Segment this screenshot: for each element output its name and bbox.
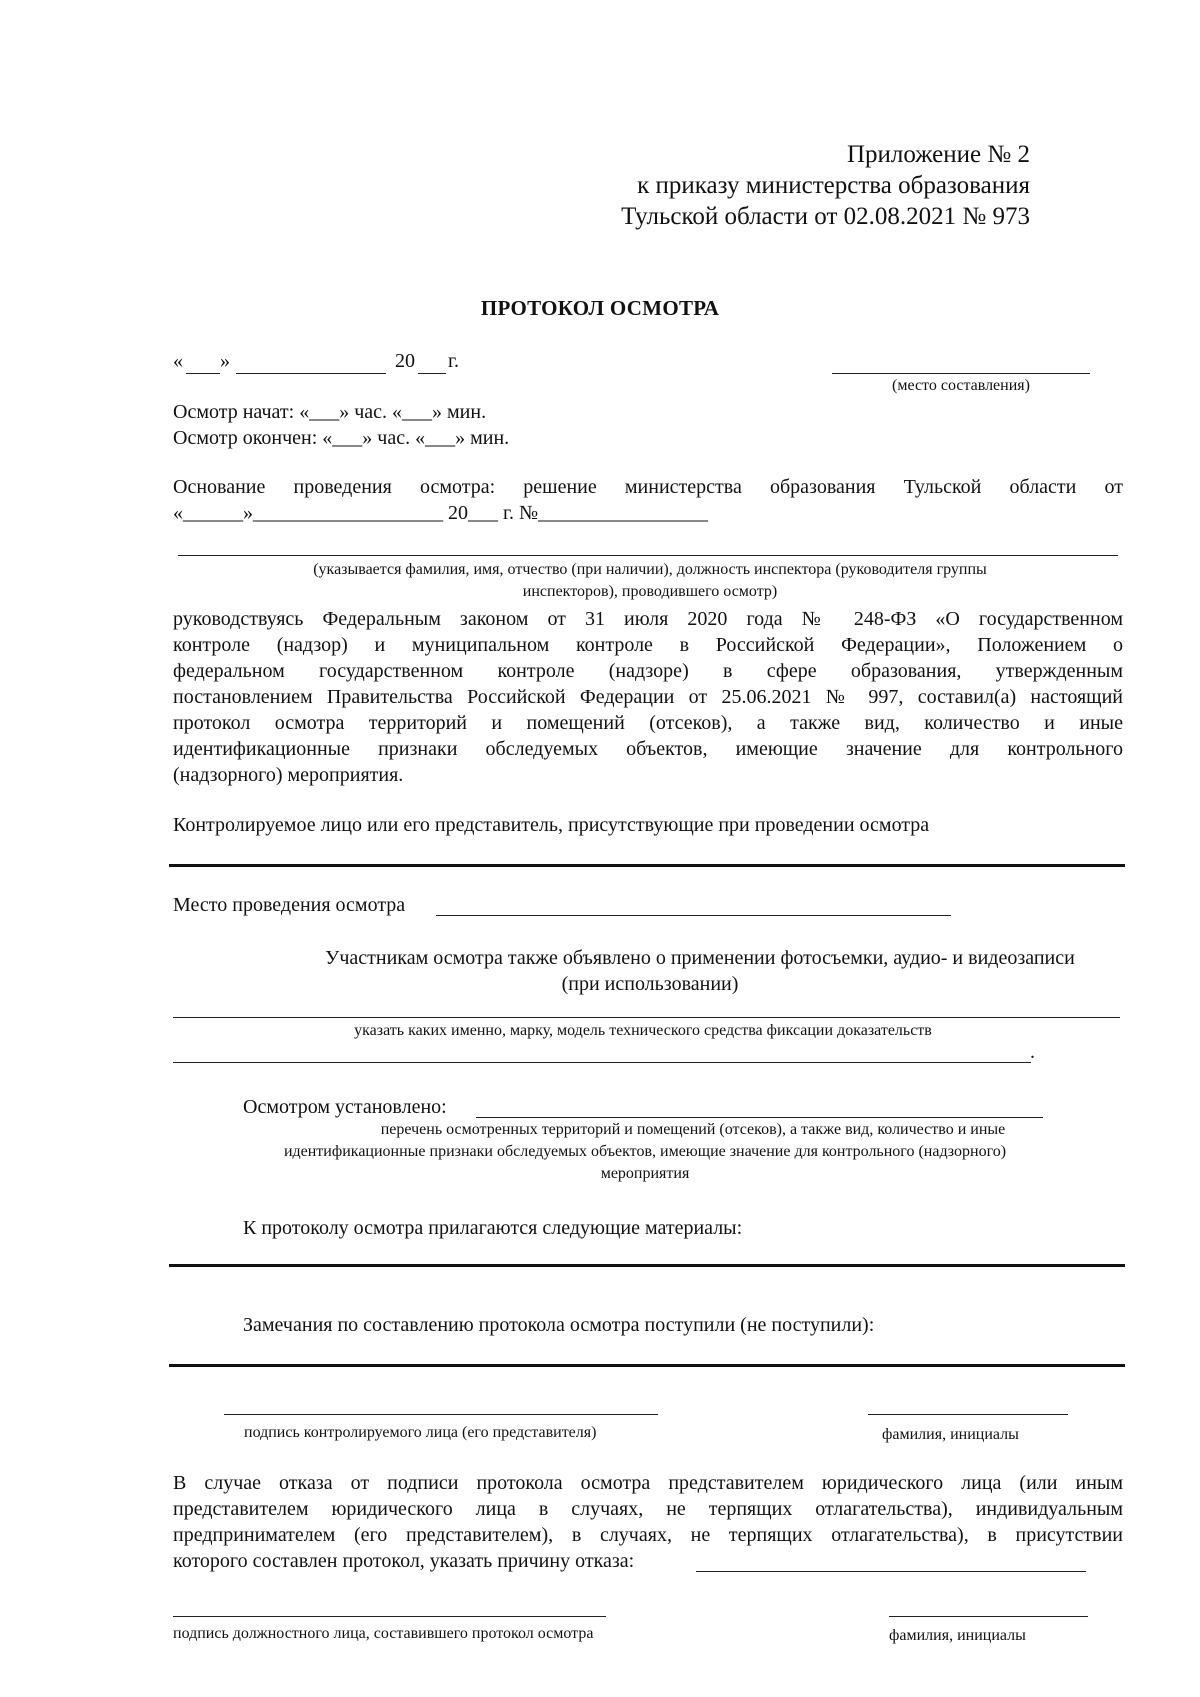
refusal-line-1: В случае отказа от подписи протокола осмотра представителем юридического лица (или иным [173,1472,1123,1494]
official-signature-caption: подпись должностного лица, составившего протокол осмотра [173,1625,594,1642]
inspector-blank [178,555,1118,556]
body-line-5: протокол осмотра территорий и помещений (отсеков), а также вид, количество и иные [173,712,1123,734]
basis-line-2: «______»___________________ 20___ г. №_________________ [173,502,709,524]
body-line-2: контроле (надзор) и муниципальном контроле в Российской Федерации», Положением о [173,634,1123,656]
date-year-blank [418,373,446,374]
page-title: ПРОТОКОЛ ОСМОТРА [480,296,720,320]
established-blank [476,1117,1043,1118]
official-name-caption: фамилия, инициалы [889,1627,1026,1644]
controlled-name-blank [868,1414,1068,1415]
official-signature-blank [173,1616,606,1617]
date-year-suffix: г. [448,350,459,372]
materials-label: К протоколу осмотра прилагаются следующие материалы: [243,1217,743,1239]
refusal-line-3: предпринимателем (его представителем), в случаях, не терпящих отлагательства), в присутствии [173,1524,1123,1546]
photo-device-caption: указать каких именно, марку, модель технического средства фиксации доказательств [354,1022,932,1039]
controlled-signature-blank [224,1414,658,1415]
inspection-start: Осмотр начат: «___» час. «___» мин. [173,401,487,423]
inspector-caption-1: (указывается фамилия, имя, отчество (при наличии), должность инспектора (руководителя группы [313,561,987,578]
body-line-7: (надзорного) мероприятия. [173,764,404,786]
controlled-person-blank [169,864,1125,867]
photo-device-blank [173,1017,1120,1018]
date-day-blank [186,373,220,374]
appendix-order-date: Тульской области от 02.08.2021 № 973 [621,203,1030,230]
inspection-end: Осмотр окончен: «___» час. «___» мин. [173,427,510,449]
basis-line-1: Основание проведения осмотра: решение министерства образования Тульской области от [173,476,1123,498]
body-line-4: постановлением Правительства Российской Федерации от 25.06.2021 № 997, составил(а) настоящий [173,686,1123,708]
place-of-inspection-blank [436,915,951,916]
body-line-6: идентификационные признаки обследуемых объектов, имеющие значение для контрольного [173,738,1123,760]
materials-blank [169,1264,1125,1267]
refusal-line-2: представителем юридического лица в случаях, не терпящих отлагательства), индивидуальным [173,1498,1123,1520]
date-quote-close: » [220,350,230,372]
place-label: Место проведения осмотра [173,894,406,916]
remarks-label: Замечания по составлению протокола осмотра поступили (не поступили): [243,1314,875,1336]
controlled-name-caption: фамилия, инициалы [882,1426,1019,1443]
established-caption-1: перечень осмотренных территорий и помещений (отсеков), а также вид, количество и иные [380,1121,1006,1138]
official-name-blank [889,1616,1088,1617]
photo-notice-line-2: (при использовании) [561,973,739,995]
established-label: Осмотром установлено: [243,1096,447,1118]
refusal-line-4: которого составлен протокол, указать причину отказа: [173,1550,635,1572]
photo-device-blank-2 [173,1062,1031,1063]
photo-notice-line-1: Участникам осмотра также объявлено о применении фотосъемки, аудио- и видеозаписи [325,947,1075,969]
appendix-order: к приказу министерства образования [637,172,1030,199]
inspector-caption-2: инспекторов), проводившего осмотр) [522,583,778,600]
controlled-person-label: Контролируемое лицо или его представитель, присутствующие при проведении осмотра [173,814,930,836]
remarks-blank [169,1364,1125,1367]
appendix-number: Приложение № 2 [846,141,1030,168]
established-caption-3: мероприятия [600,1165,690,1182]
date-year-prefix: 20 [395,350,415,372]
established-caption-2: идентификационные признаки обследуемых объектов, имеющие значение для контрольного (надзорного) [283,1143,1007,1160]
place-blank [832,373,1090,374]
controlled-signature-caption: подпись контролируемого лица (его представителя) [244,1424,597,1441]
date-quote-open: « [173,350,183,372]
refusal-reason-blank [696,1571,1086,1572]
date-month-blank [236,373,386,374]
body-line-1: руководствуясь Федеральным законом от 31 июля 2020 года № 248-ФЗ «О государственном [173,608,1123,630]
place-caption: (место составления) [892,377,1030,394]
photo-period: . [1030,1041,1035,1063]
body-line-3: федеральном государственном контроле (надзоре) в сфере образования, утвержденным [173,660,1123,682]
